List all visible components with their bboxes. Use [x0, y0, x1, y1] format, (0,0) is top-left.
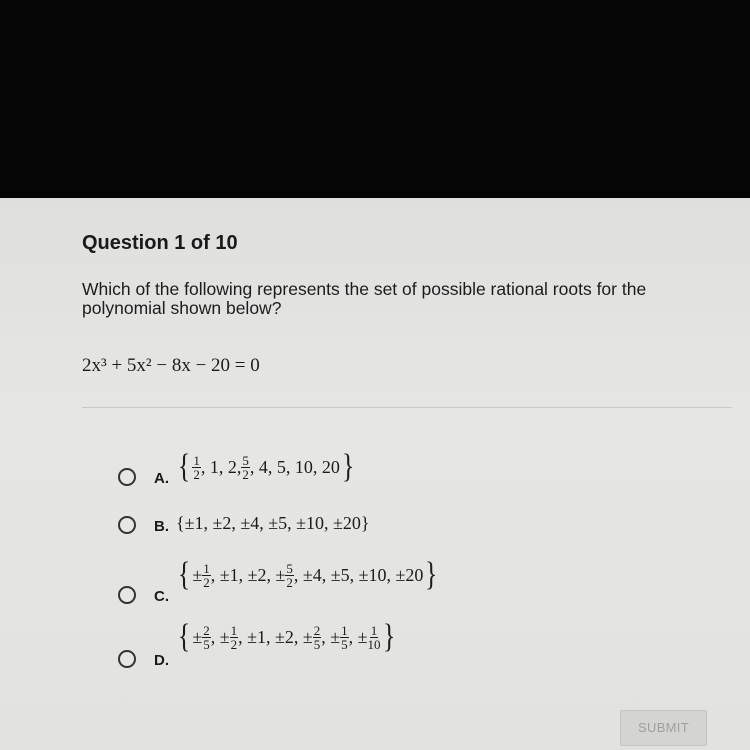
- option-b-choice: {±1, ±2, ±4, ±5, ±10, ±20}: [176, 513, 370, 533]
- fraction: $\frac{1}{2}$: [203, 560, 210, 590]
- open-brace: {: [178, 556, 191, 593]
- option-letter: C.: [154, 588, 169, 605]
- option-letter: B.: [154, 518, 169, 535]
- fraction: $\frac{5}{2}$: [242, 452, 249, 482]
- polynomial-equation: 2x³ + 5x² − 8x − 20 = 0: [82, 355, 260, 376]
- option-text: , ±: [210, 626, 230, 647]
- radio-button-icon[interactable]: [118, 650, 136, 668]
- option-text: , ±: [348, 626, 368, 647]
- close-brace: }: [382, 618, 395, 655]
- option-d-choice: [176, 620, 397, 654]
- fraction: $\frac{2}{5}$: [203, 622, 210, 652]
- close-brace: }: [341, 448, 355, 485]
- option-text: , 1, 2,: [200, 456, 242, 477]
- option-a-choice: [176, 450, 356, 484]
- fraction: $\frac{1}{2}$: [230, 622, 238, 652]
- radio-button-icon[interactable]: [118, 468, 136, 486]
- option-text: , ±4, ±5, ±10, ±20: [293, 564, 424, 585]
- fraction: $\frac{5}{2}$: [286, 560, 293, 590]
- radio-button-icon[interactable]: [118, 516, 136, 534]
- fraction: $\frac{1}{5}$: [341, 622, 348, 652]
- divider: [82, 407, 732, 408]
- close-brace: }: [425, 556, 438, 593]
- question-header: Question 1 of 10: [82, 232, 238, 254]
- option-c-choice: [176, 558, 440, 592]
- option-letter: A.: [154, 470, 169, 487]
- fraction: $\frac{1}{10}$: [367, 622, 381, 652]
- fraction: $\frac{2}{5}$: [313, 622, 321, 652]
- option-text: ±: [192, 564, 203, 585]
- option-text: , ±1, ±2, ±: [210, 564, 286, 585]
- option-text: , ±: [321, 626, 341, 647]
- option-text: ±: [192, 626, 203, 647]
- black-background: [0, 0, 750, 198]
- fraction: $\frac{1}{2}$: [193, 452, 200, 482]
- submit-button[interactable]: SUBMIT: [620, 710, 707, 746]
- option-text: , ±1, ±2, ±: [238, 626, 313, 647]
- open-brace: {: [178, 618, 191, 655]
- open-brace: {: [178, 448, 191, 485]
- radio-button-icon[interactable]: [118, 586, 136, 604]
- option-letter: D.: [154, 652, 169, 669]
- option-text: , 4, 5, 10, 20: [249, 456, 340, 477]
- question-prompt: Which of the following represents the set of possible rational roots for the polynomial shown below?: [82, 279, 647, 318]
